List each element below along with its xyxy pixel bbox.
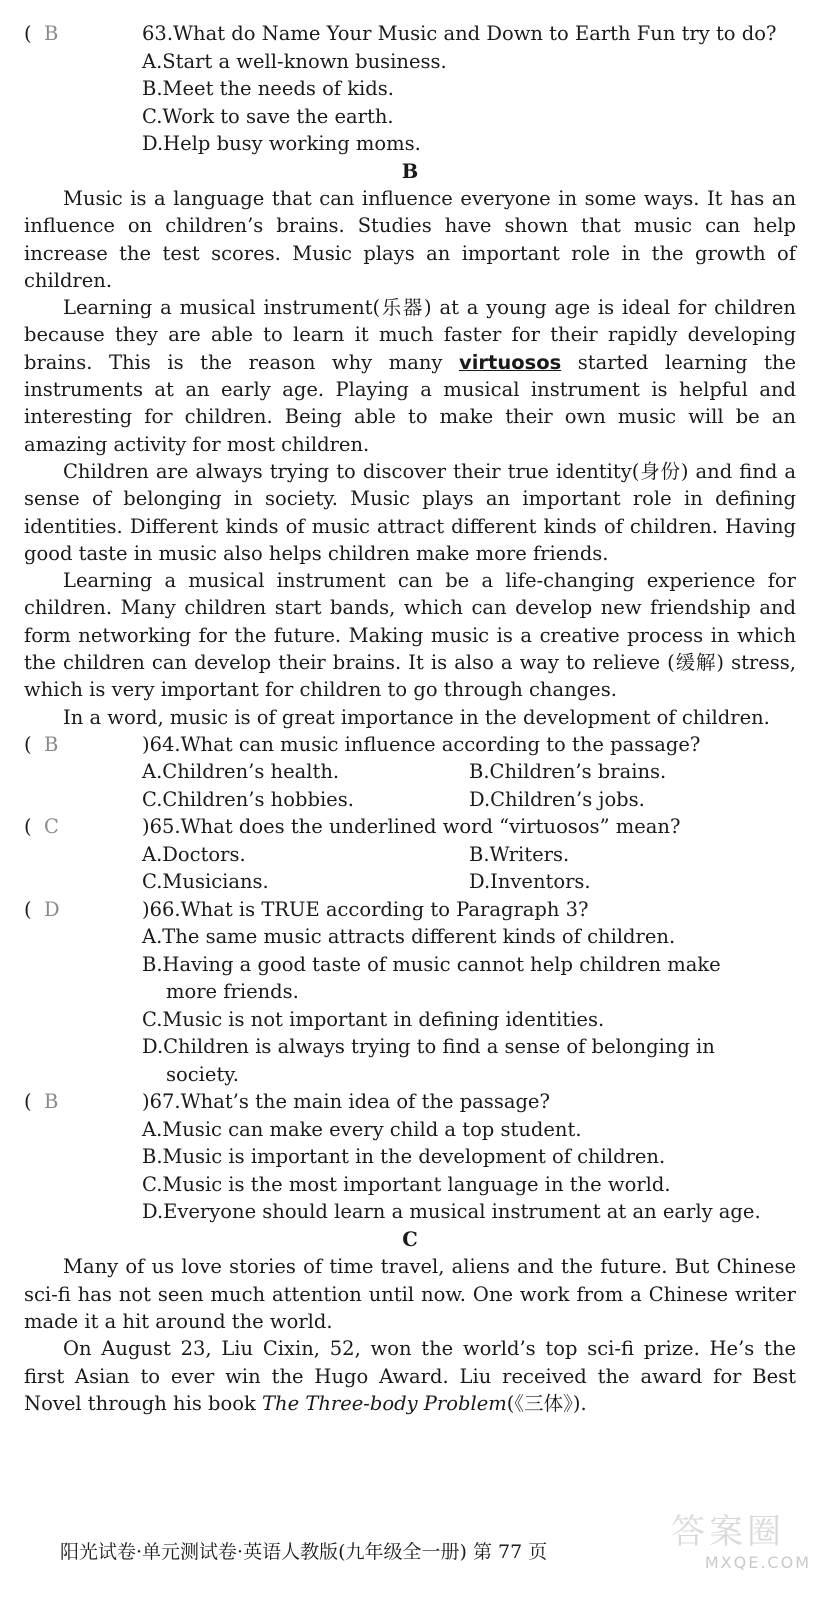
option-c: C.Children’s hobbies. — [142, 787, 354, 811]
question-text: )64.What can music influence according to the passage? — [142, 732, 701, 756]
answer-bracket: ( B — [24, 1090, 59, 1114]
question-64 — [24, 731, 796, 759]
option-c: C.Work to save the earth. — [142, 104, 394, 128]
option-a: A.Music can make every child a top student. — [142, 1117, 582, 1141]
question-67 — [24, 1088, 796, 1116]
option-d: D.Help busy working moms. — [142, 132, 421, 155]
paragraph-text: Learning a musical instrument(乐器) at a young age is ideal for children because they are able to learn it much faster for their rapidly developing brains. This is the reason why many — [24, 296, 796, 374]
option-a: A.Start a well-known business. — [142, 49, 447, 73]
section-heading-c: C — [402, 1227, 418, 1251]
answer-bracket: ( D — [24, 897, 60, 921]
answer-mark: B — [44, 732, 59, 756]
question-text: )66.What is TRUE according to Paragraph 3? — [142, 897, 589, 921]
watermark-text: 答案圈 — [671, 1512, 785, 1552]
answer-mark: B — [44, 1090, 59, 1114]
option-b: B.Children’s brains. — [469, 760, 667, 784]
option-d: D.Children’s jobs. — [469, 787, 645, 811]
option-a: A.Children’s health. — [142, 760, 340, 784]
question-63 — [24, 20, 796, 48]
answer-mark: B — [44, 22, 59, 45]
question-65 — [24, 813, 796, 841]
worksheet-page — [24, 20, 796, 1417]
option-a: A.The same music attracts different kinds of children. — [142, 925, 676, 949]
option-d: D.Inventors. — [469, 870, 591, 894]
option-d: D.Children is always trying to find a sense of belonging in — [142, 1035, 715, 1059]
underlined-word: virtuosos — [458, 350, 562, 374]
option-d: D.Everyone should learn a musical instrument at an early age. — [142, 1200, 761, 1224]
passage-b-paragraph-1: Music is a language that can influence everyone in some ways. It has an influence on children’s brains. Studies have shown that music can help increase the test scores. Music plays an important role in the growth of children. — [24, 187, 796, 292]
section-heading-b: B — [401, 159, 419, 183]
option-c: C.Music is the most important language in the world. — [142, 1172, 671, 1196]
option-b: B.Writers. — [469, 842, 570, 866]
option-a: A.Doctors. — [142, 842, 246, 866]
passage-b-paragraph-3: Children are always trying to discover their true identity(身份) and find a sense of belonging in society. Music plays an important role in defining identities. Different kinds of music attract different kinds of children. Having good taste in music also helps children make more friends. — [24, 459, 796, 565]
option-b: B.Having a good taste of music cannot help children make — [142, 952, 721, 976]
answer-mark: D — [44, 897, 60, 921]
paragraph-text: (《三体》). — [506, 1391, 587, 1415]
question-66 — [24, 896, 796, 924]
option-b-continued: more friends. — [166, 980, 299, 1004]
book-title: The Three-body Problem — [262, 1391, 507, 1415]
option-d-continued: society. — [166, 1062, 239, 1086]
watermark-logo — [671, 1504, 811, 1574]
option-c: C.Musicians. — [142, 870, 269, 894]
option-row — [24, 841, 796, 869]
question-text: )65.What does the underlined word “virtuosos” mean? — [142, 815, 681, 839]
option-b: B.Music is important in the development of children. — [142, 1145, 666, 1169]
paragraph-text: started learning the instruments at an early age. Playing a musical instrument is helpful and interesting for children. Being able to make their own music will be an amazing activity for most children. — [24, 350, 796, 456]
option-row — [24, 786, 796, 814]
passage-c-paragraph-2 — [24, 1335, 796, 1417]
option-row — [24, 868, 796, 896]
watermark-url: MXQE.COM — [704, 1553, 811, 1572]
answer-mark: C — [44, 815, 59, 839]
option-b: B.Meet the needs of kids. — [142, 77, 394, 100]
passage-c-paragraph-1: Many of us love stories of time travel, aliens and the future. But Chinese sci-fi has not seen much attention until now. One work from a Chinese writer made it a hit around the world. — [24, 1255, 796, 1334]
answer-bracket: ( B — [24, 22, 59, 45]
page-footer: 阳光试卷·单元测试卷·英语人教版(九年级全一册) 第 77 页 — [60, 1541, 548, 1563]
option-c: C.Music is not important in defining identities. — [142, 1007, 605, 1031]
passage-b-paragraph-2 — [24, 294, 796, 458]
answer-bracket: ( C — [24, 815, 59, 839]
question-text: )67.What’s the main idea of the passage? — [142, 1090, 550, 1114]
passage-b-paragraph-5: In a word, music is of great importance in the development of children. — [63, 705, 770, 729]
option-row — [24, 758, 796, 786]
paragraph-text: On August 23, Liu Cixin, 52, won the world’s top sci-fi prize. He’s the first Asian to ever win the Hugo Award. Liu received the award for Best Novel through his book — [24, 1337, 796, 1415]
answer-bracket: ( B — [24, 732, 59, 756]
question-text: 63.What do Name Your Music and Down to Earth Fun try to do? — [142, 22, 777, 45]
passage-b-paragraph-4: Learning a musical instrument can be a life-changing experience for children. Many children start bands, which can develop new friendship and form networking for the future. Making music is a creative process in which the children can develop their brains. It is also a way to relieve (缓解) stress, which is very important for children to go through changes. — [24, 569, 796, 702]
